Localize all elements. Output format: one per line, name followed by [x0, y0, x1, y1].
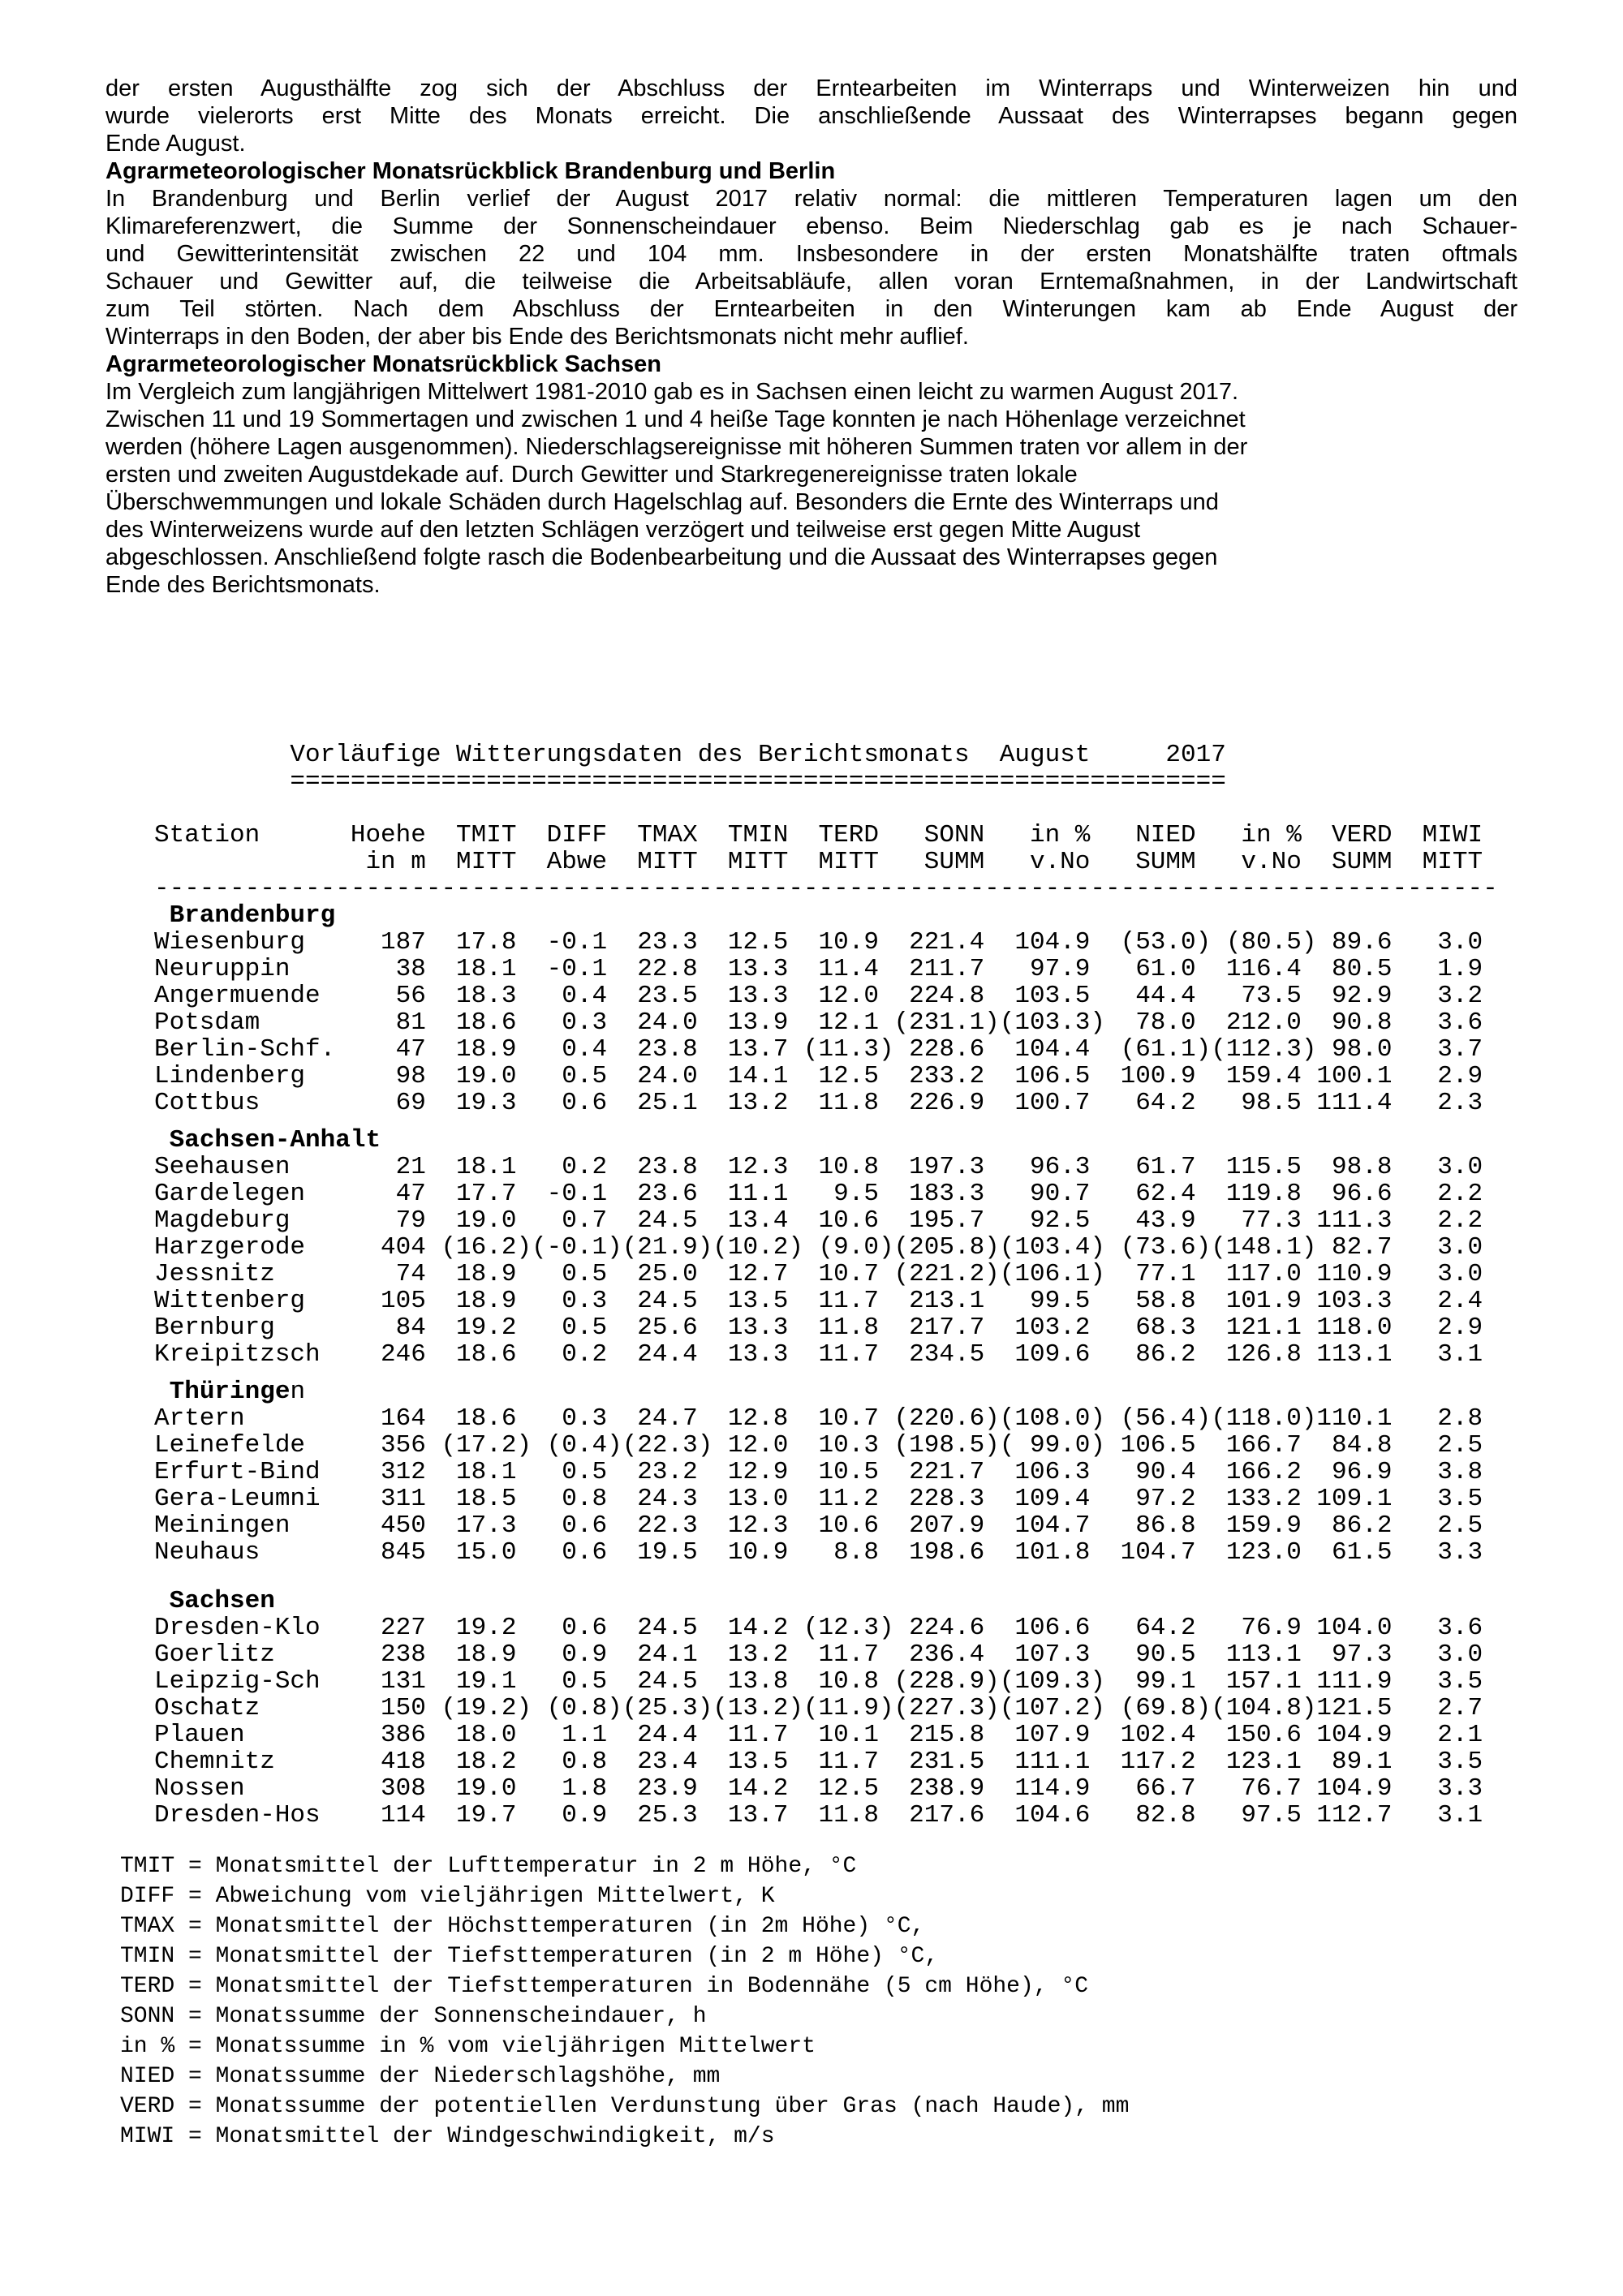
section-label: Sachsen-Anhalt [169, 1126, 381, 1154]
table-separator: ----------------------------------------------------------------------------------------- [154, 875, 1498, 903]
station-row: Leipzig-Sch 131 19.1 0.5 24.5 13.8 10.8 (228.9)(109.3) 99.1 157.1 111.9 3.5 [154, 1667, 1483, 1696]
section-label: Sachsen [169, 1587, 275, 1615]
station-row: Leinefelde 356 (17.2) (0.4)(22.3) 12.0 10.3 (198.5)( 99.0) 106.5 166.7 84.8 2.5 [154, 1431, 1483, 1460]
footnote-line: MIWI = Monatsmittel der Windgeschwindigkeit, m/s [120, 2124, 775, 2149]
weather-data-table [154, 742, 1518, 1829]
station-row: Lindenberg 98 19.0 0.5 24.0 14.1 12.5 233.2 106.5 100.9 159.4 100.1 2.9 [154, 1062, 1483, 1090]
text-line: ersten und zweiten Augustdekade auf. Durch Gewitter und Starkregenereignisse traten lokale [105, 462, 1078, 488]
text-line: zum Teil störten. Nach dem Abschluss der Erntearbeiten in den Winterungen kam ab Ende August der [105, 296, 1518, 322]
station-row: Kreipitzsch 246 18.6 0.2 24.4 13.3 11.7 234.5 109.6 86.2 126.8 113.1 3.1 [154, 1340, 1483, 1369]
station-row: Dresden-Hos 114 19.7 0.9 25.3 13.7 11.8 217.6 104.6 82.8 97.5 112.7 3.1 [154, 1801, 1483, 1829]
footnote-line: in % = Monatssumme in % vom vieljährigen Mittelwert [120, 2034, 816, 2059]
table-spacer [154, 1368, 1518, 1378]
footnote-line: NIED = Monatssumme der Niederschlagshöhe, mm [120, 2064, 721, 2089]
text-line: In Brandenburg und Berlin verlief der August 2017 relativ normal: die mittleren Temperaturen lagen um den [105, 186, 1518, 212]
text-line: Im Vergleich zum langjährigen Mittelwert 1981-2010 gab es in Sachsen einen leicht zu warmen August 2017. [105, 379, 1239, 405]
table-header-line-1: Station Hoehe TMIT DIFF TMAX TMIN TERD SONN in % NIED in % VERD MIWI [154, 821, 1483, 849]
body-paragraph-intro [105, 75, 1518, 157]
footnote-line: VERD = Monatssumme der potentiellen Verdunstung über Gras (nach Haude), mm [120, 2094, 1130, 2119]
station-row: Neuruppin 38 18.1 -0.1 22.8 13.3 11.4 211.7 97.9 61.0 116.4 80.5 1.9 [154, 955, 1483, 983]
text-line: Klimareferenzwert, die Summe der Sonnenscheindauer ebenso. Beim Niederschlag gab es je nach Schauer- [105, 213, 1518, 239]
body-paragraph-brandenburg [105, 185, 1518, 350]
footnote-line: DIFF = Abweichung vom vieljährigen Mittelwert, K [120, 1884, 775, 1909]
table-title: Vorläufige Witterungsdaten des Berichtsmonats August 2017 [154, 741, 1226, 769]
station-row: Dresden-Klo 227 19.2 0.6 24.5 14.2 (12.3) 224.6 106.6 64.2 76.9 104.0 3.6 [154, 1614, 1483, 1642]
footnote-line: SONN = Monatssumme der Sonnenscheindauer, h [120, 2004, 707, 2029]
station-row: Potsdam 81 18.6 0.3 24.0 13.9 12.1 (231.1)(103.3) 78.0 212.0 90.8 3.6 [154, 1008, 1483, 1037]
station-row: Cottbus 69 19.3 0.6 25.1 13.2 11.8 226.9 100.7 64.2 98.5 111.4 2.3 [154, 1089, 1483, 1117]
station-row: Angermuende 56 18.3 0.4 23.5 13.3 12.0 224.8 103.5 44.4 73.5 92.9 3.2 [154, 982, 1483, 1010]
table-title-underline: ============================================================== [154, 767, 1226, 796]
text-line: Zwischen 11 und 19 Sommertagen und zwischen 1 und 4 heiße Tage konnten je nach Höhenlage verzeichnet [105, 406, 1246, 432]
station-row: Neuhaus 845 15.0 0.6 19.5 10.9 8.8 198.6 101.8 104.7 123.0 61.5 3.3 [154, 1538, 1483, 1567]
station-row: Harzgerode 404 (16.2)(-0.1)(21.9)(10.2) (9.0)(205.8)(103.4) (73.6)(148.1) 82.7 3.0 [154, 1233, 1483, 1262]
body-paragraph-sachsen [105, 378, 1518, 599]
station-row: Gardelegen 47 17.7 -0.1 23.6 11.1 9.5 183.3 90.7 62.4 119.8 96.6 2.2 [154, 1180, 1483, 1208]
table-header-line-2: in m MITT Abwe MITT MITT MITT SUMM v.No SUMM v.No SUMM MITT [154, 848, 1483, 876]
station-row: Artern 164 18.6 0.3 24.7 12.8 10.7 (220.6)(108.0) (56.4)(118.0)110.1 2.8 [154, 1404, 1483, 1433]
station-row: Magdeburg 79 19.0 0.7 24.5 13.4 10.6 195.7 92.5 43.9 77.3 111.3 2.2 [154, 1206, 1483, 1235]
text-line: abgeschlossen. Anschließend folgte rasch die Bodenbearbeitung und die Aussaat des Winterrapses gegen [105, 544, 1218, 570]
heading-brandenburg-berlin: Agrarmeteorologischer Monatsrückblick Brandenburg und Berlin [105, 158, 836, 184]
text-line: Winterraps in den Boden, der aber bis Ende des Berichtsmonats nicht mehr auflief. [105, 324, 969, 350]
text-line: Überschwemmungen und lokale Schäden durch Hagelschlag auf. Besonders die Ernte des Winterraps und [105, 489, 1219, 515]
text-line: werden (höhere Lagen ausgenommen). Niederschlagsereignisse mit höheren Summen traten vor allem in der [105, 434, 1248, 460]
station-row: Oschatz 150 (19.2) (0.8)(25.3)(13.2)(11.9)(227.3)(107.2) (69.8)(104.8)121.5 2.7 [154, 1694, 1483, 1722]
text-line: und Gewitterintensität zwischen 22 und 104 mm. Insbesondere in der ersten Monatshälfte traten oftmals [105, 241, 1518, 267]
station-row: Jessnitz 74 18.9 0.5 25.0 12.7 10.7 (221.2)(106.1) 77.1 117.0 110.9 3.0 [154, 1260, 1483, 1288]
section-label: Thüringen [169, 1378, 306, 1406]
blank-line [154, 795, 1518, 822]
table-footnotes [120, 1851, 1518, 2152]
station-row: Goerlitz 238 18.9 0.9 24.1 13.2 11.7 236.4 107.3 90.5 113.1 97.3 3.0 [154, 1640, 1483, 1669]
text-line: wurde vielerorts erst Mitte des Monats erreicht. Die anschließende Aussaat des Winterrapses begann gegen [105, 103, 1518, 129]
heading-sachsen: Agrarmeteorologischer Monatsrückblick Sachsen [105, 351, 661, 377]
text-line: der ersten Augusthälfte zog sich der Abschluss der Erntearbeiten im Winterraps und Winterweizen hin und [105, 75, 1518, 101]
station-row: Erfurt-Bind 312 18.1 0.5 23.2 12.9 10.5 221.7 106.3 90.4 166.2 96.9 3.8 [154, 1458, 1483, 1486]
station-row: Gera-Leumni 311 18.5 0.8 24.3 13.0 11.2 228.3 109.4 97.2 133.2 109.1 3.5 [154, 1485, 1483, 1513]
station-row: Bernburg 84 19.2 0.5 25.6 13.3 11.8 217.7 103.2 68.3 121.1 118.0 2.9 [154, 1314, 1483, 1342]
station-row: Nossen 308 19.0 1.8 23.9 14.2 12.5 238.9 114.9 66.7 76.7 104.9 3.3 [154, 1774, 1483, 1803]
footnote-line: TERD = Monatsmittel der Tiefsttemperaturen in Bodennähe (5 cm Höhe), °C [120, 1974, 1088, 1999]
text-line: Ende August. [105, 131, 246, 157]
section-label: Brandenburg [169, 901, 336, 930]
footnote-line: TMIN = Monatsmittel der Tiefsttemperaturen (in 2 m Höhe) °C, [120, 1944, 939, 1969]
station-row: Wiesenburg 187 17.8 -0.1 23.3 12.5 10.9 221.4 104.9 (53.0) (80.5) 89.6 3.0 [154, 928, 1483, 957]
text-line: des Winterweizens wurde auf den letzten Schlägen verzögert und teilweise erst gegen Mitte August [105, 517, 1141, 543]
station-row: Seehausen 21 18.1 0.2 23.8 12.3 10.8 197.3 96.3 61.7 115.5 98.8 3.0 [154, 1153, 1483, 1181]
text-line: Schauer und Gewitter auf, die teilweise die Arbeitsabläufe, allen voran Erntemaßnahmen, in der Landwirtschaft [105, 269, 1518, 295]
station-row: Meiningen 450 17.3 0.6 22.3 12.3 10.6 207.9 104.7 86.8 159.9 86.2 2.5 [154, 1511, 1483, 1540]
station-row: Berlin-Schf. 47 18.9 0.4 23.8 13.7 (11.3) 228.6 104.4 (61.1)(112.3) 98.0 3.7 [154, 1035, 1483, 1064]
station-row: Plauen 386 18.0 1.1 24.4 11.7 10.1 215.8 107.9 102.4 150.6 104.9 2.1 [154, 1721, 1483, 1749]
footnote-line: TMIT = Monatsmittel der Lufttemperatur in 2 m Höhe, °C [120, 1854, 857, 1879]
table-spacer [154, 1566, 1518, 1588]
station-row: Wittenberg 105 18.9 0.3 24.5 13.5 11.7 213.1 99.5 58.8 101.9 103.3 2.4 [154, 1287, 1483, 1315]
footnote-line: TMAX = Monatsmittel der Höchsttemperaturen (in 2m Höhe) °C, [120, 1914, 925, 1939]
text-line: Ende des Berichtsmonats. [105, 572, 381, 598]
station-row: Chemnitz 418 18.2 0.8 23.4 13.5 11.7 231.5 111.1 117.2 123.1 89.1 3.5 [154, 1748, 1483, 1776]
